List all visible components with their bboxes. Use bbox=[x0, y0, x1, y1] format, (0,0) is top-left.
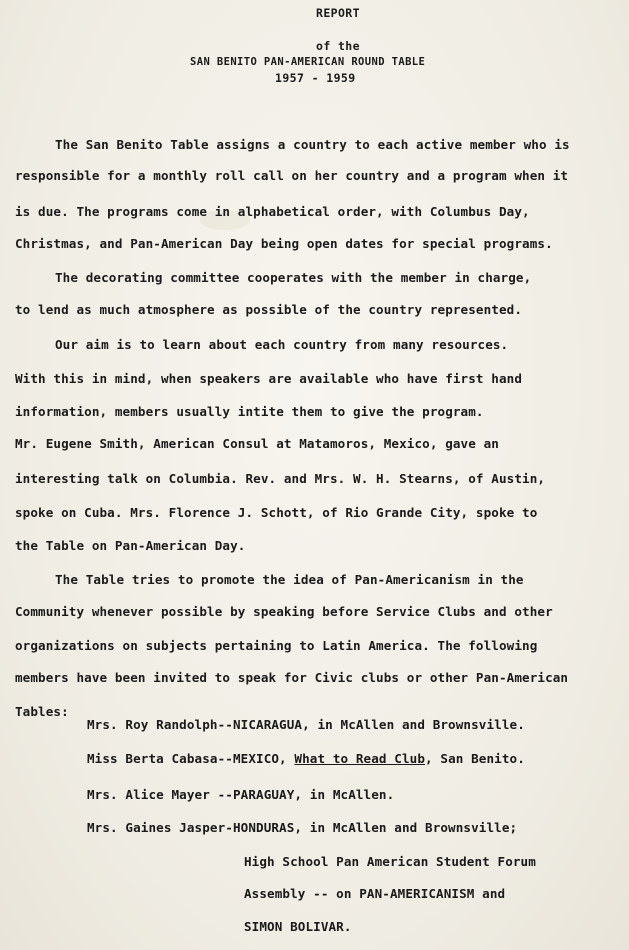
text-line bbox=[87, 751, 525, 766]
underlined-club-name: What to Read Club bbox=[294, 751, 426, 766]
text-line: Mrs. Roy Randolph--NICARAGUA, in McAllen and Brownsville. bbox=[87, 717, 525, 732]
text-line: The San Benito Table assigns a country to each active member who is bbox=[55, 137, 570, 152]
text-line: Christmas, and Pan-American Day being open dates for special programs. bbox=[15, 236, 553, 251]
text-line: organizations on subjects pertaining to Latin America. The following bbox=[15, 638, 538, 653]
text-line: Assembly -- on PAN-AMERICANISM and bbox=[244, 886, 506, 901]
text-line: With this in mind, when speakers are available who have first hand bbox=[15, 371, 523, 386]
text-line: Tables: bbox=[15, 704, 69, 719]
text-line: spoke on Cuba. Mrs. Florence J. Schott, of Rio Grande City, spoke to bbox=[15, 505, 538, 520]
header-years: 1957 - 1959 bbox=[275, 71, 356, 85]
text-line: High School Pan American Student Forum bbox=[244, 854, 536, 869]
text-line: information, members usually intite them to give the program. bbox=[15, 404, 484, 419]
header-title: SAN BENITO PAN-AMERICAN ROUND TABLE bbox=[190, 56, 426, 68]
text-span: , San Benito. bbox=[425, 751, 525, 766]
text-line: responsible for a monthly roll call on her country and a program when it bbox=[15, 168, 569, 183]
text-line: The Table tries to promote the idea of Pan-Americanism in the bbox=[55, 572, 524, 587]
text-line: The decorating committee cooperates with the member in charge, bbox=[55, 270, 532, 285]
text-line: interesting talk on Columbia. Rev. and Mrs. W. H. Stearns, of Austin, bbox=[15, 471, 546, 486]
text-line: Our aim is to learn about each country from many resources. bbox=[55, 337, 509, 352]
header-report: REPORT bbox=[316, 6, 360, 20]
text-line: Mrs. Gaines Jasper-HONDURAS, in McAllen and Brownsville; bbox=[87, 820, 518, 835]
text-line: members have been invited to speak for Civic clubs or other Pan-American bbox=[15, 670, 569, 685]
text-line: to lend as much atmosphere as possible of the country represented. bbox=[15, 302, 523, 317]
header-of-the: of the bbox=[316, 39, 360, 53]
text-line: Mrs. Alice Mayer --PARAGUAY, in McAllen. bbox=[87, 787, 395, 802]
text-line: SIMON BOLIVAR. bbox=[244, 919, 352, 934]
text-line: Community whenever possible by speaking before Service Clubs and other bbox=[15, 604, 553, 619]
text-line: is due. The programs come in alphabetical order, with Columbus Day, bbox=[15, 204, 530, 219]
text-line: Mr. Eugene Smith, American Consul at Matamoros, Mexico, gave an bbox=[15, 436, 499, 451]
text-span: Miss Berta Cabasa--MEXICO, bbox=[87, 751, 295, 766]
text-line: the Table on Pan-American Day. bbox=[15, 538, 246, 553]
